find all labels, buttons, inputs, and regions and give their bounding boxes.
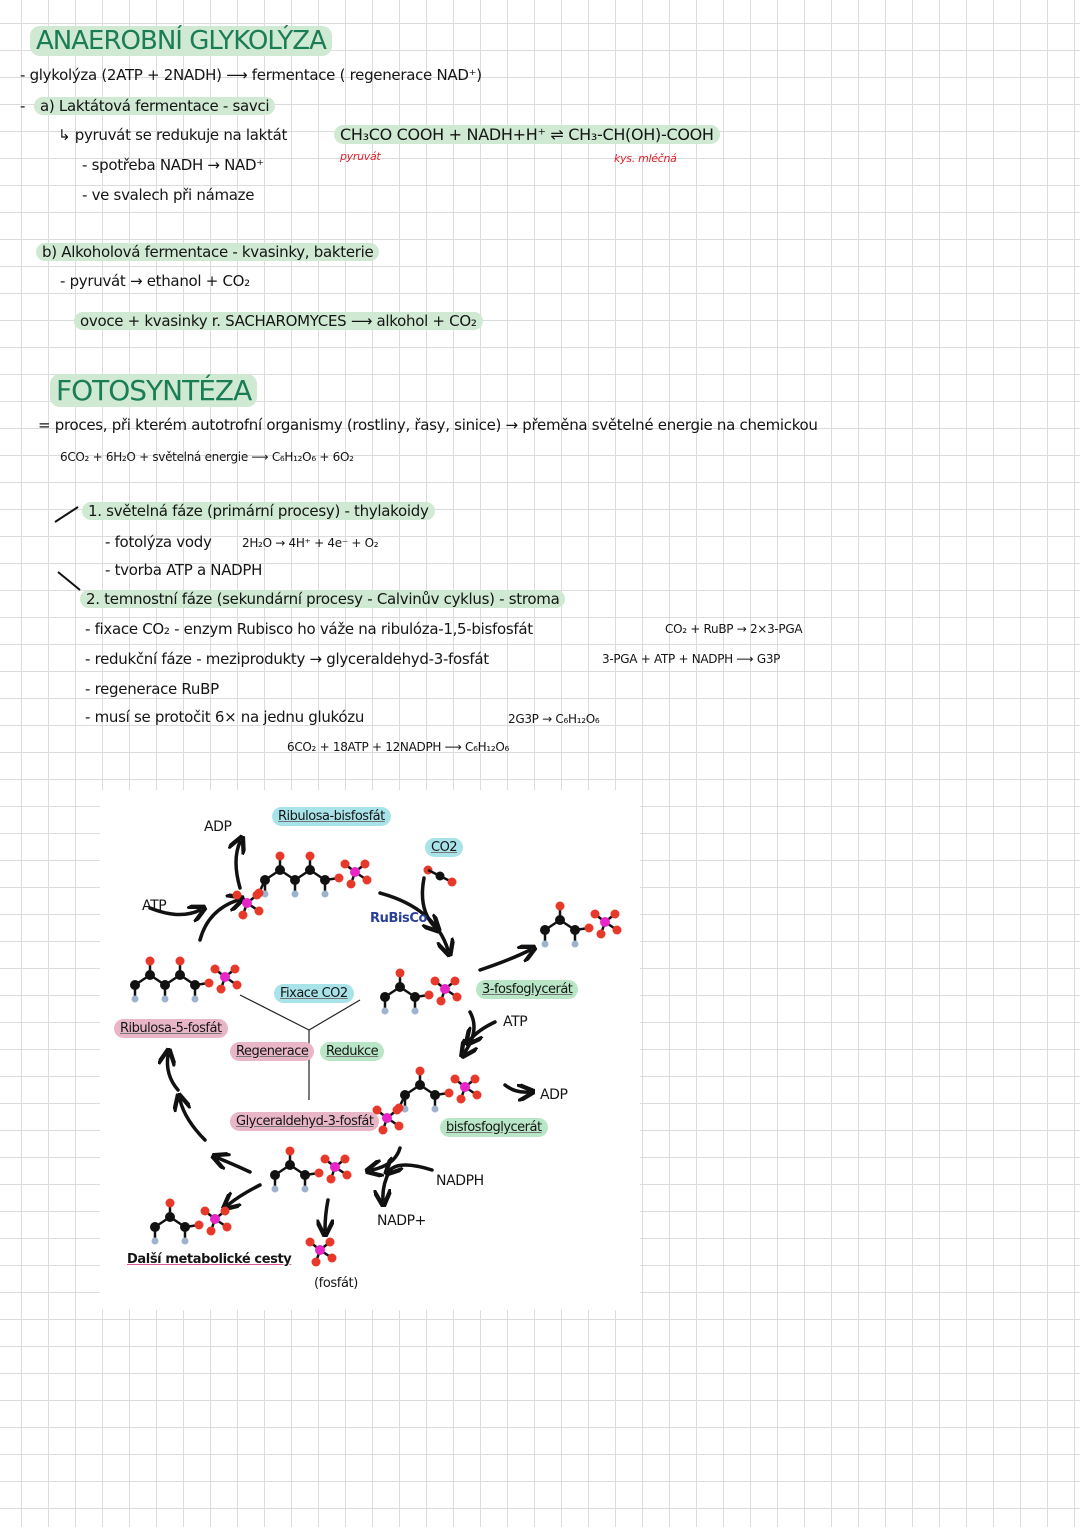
reaction-arrow bbox=[390, 1165, 432, 1170]
oxygen-atom bbox=[453, 993, 462, 1002]
oxygen-atom bbox=[239, 911, 248, 920]
oxygen-atom bbox=[326, 1238, 335, 1247]
hydrogen-atom bbox=[182, 1238, 189, 1245]
hydrogen-atom bbox=[192, 996, 199, 1003]
oxygen-atom bbox=[217, 985, 226, 994]
oxygen-atom bbox=[276, 852, 285, 861]
hydrogen-atom bbox=[382, 1008, 389, 1015]
hydrogen-atom bbox=[572, 941, 579, 948]
oxygen-atom bbox=[231, 965, 240, 974]
phosphorus-atom bbox=[220, 972, 230, 982]
glucose-equation: 2G3P → C₆H₁₂O₆ bbox=[508, 712, 600, 726]
oxygen-atom bbox=[416, 1067, 425, 1076]
hydrogen-atom bbox=[152, 1238, 159, 1245]
hydrogen-atom bbox=[302, 1186, 309, 1193]
pyruvate-label: pyruvát bbox=[340, 150, 381, 163]
reaction-arrow bbox=[180, 1100, 205, 1140]
hydrogen-atom bbox=[412, 1008, 419, 1015]
phosphorus-atom bbox=[330, 1162, 340, 1172]
oxygen-atom bbox=[341, 1155, 350, 1164]
hydrogen-atom bbox=[272, 1186, 279, 1193]
phosphorus-atom bbox=[460, 1082, 470, 1092]
alcohol-heading: b) Alkoholová fermentace - kvasinky, bakterie bbox=[36, 243, 379, 261]
oxygen-atom bbox=[211, 965, 220, 974]
nadph-label: NADPH bbox=[436, 1173, 484, 1189]
carbon-atom bbox=[436, 872, 445, 881]
bisfosfoglycerat-label: bisfosfoglycerát bbox=[440, 1118, 548, 1137]
reaction-arrow bbox=[480, 950, 530, 970]
fixace-label: Fixace CO2 bbox=[274, 984, 354, 1003]
atp-right-label: ATP bbox=[503, 1014, 528, 1030]
oxygen-atom bbox=[233, 981, 242, 990]
dalsi-cesty-label: Další metabolické cesty bbox=[127, 1252, 292, 1267]
atp-nadph-point: - tvorba ATP a NADPH bbox=[105, 561, 263, 579]
hydrogen-atom bbox=[322, 891, 329, 898]
phosphorus-atom bbox=[315, 1245, 325, 1255]
oxygen-atom bbox=[195, 1221, 204, 1230]
oxygen-atom bbox=[233, 891, 242, 900]
alcohol-point-1: - pyruvát → ethanol + CO₂ bbox=[60, 272, 250, 290]
reaction-arrow bbox=[465, 1012, 474, 1052]
oxygen-atom bbox=[396, 969, 405, 978]
adp-top-label: ADP bbox=[204, 819, 232, 835]
oxygen-atom bbox=[306, 1238, 315, 1247]
reduction-equation: 3-PGA + ATP + NADPH ⟶ G3P bbox=[602, 652, 781, 666]
ribulosa-bisfosfat-label: Ribulosa-bisfosfát bbox=[272, 807, 391, 826]
oxygen-atom bbox=[306, 852, 315, 861]
hydrogen-atom bbox=[292, 891, 299, 898]
oxygen-atom bbox=[431, 977, 440, 986]
glycolysis-line: - glykolýza (2ATP + 2NADH) ⟶ fermentace ( regenerace NAD⁺) bbox=[20, 66, 482, 84]
oxygen-atom bbox=[328, 1254, 337, 1263]
oxygen-atom bbox=[363, 876, 372, 885]
glyceraldehyd-label: Glyceraldehyd-3-fosfát bbox=[230, 1112, 379, 1131]
rubisco-label: RuBisCo bbox=[370, 911, 428, 926]
oxygen-atom bbox=[473, 1091, 482, 1100]
hydrogen-atom bbox=[132, 996, 139, 1003]
oxygen-atom bbox=[286, 1147, 295, 1156]
reaction-arrow bbox=[325, 1200, 328, 1230]
reaction-arrow bbox=[228, 1185, 260, 1205]
phosphorus-atom bbox=[242, 898, 252, 908]
oxygen-atom bbox=[315, 1169, 324, 1178]
hydrogen-atom bbox=[162, 996, 169, 1003]
oxygen-atom bbox=[591, 910, 600, 919]
oxygen-atom bbox=[471, 1075, 480, 1084]
oxygen-atom bbox=[448, 878, 457, 887]
reduction-point: - redukční fáze - meziprodukty → glyceraldehyd-3-fosfát bbox=[85, 650, 489, 668]
reaction-arrow bbox=[505, 1085, 528, 1092]
oxygen-atom bbox=[611, 910, 620, 919]
oxygen-atom bbox=[425, 991, 434, 1000]
regenerace-label: Regenerace bbox=[230, 1042, 314, 1061]
phosphorus-atom bbox=[210, 1214, 220, 1224]
photolysis-point: - fotolýza vody bbox=[105, 533, 212, 551]
oxygen-atom bbox=[255, 907, 264, 916]
oxygen-atom bbox=[343, 1171, 352, 1180]
hydrogen-atom bbox=[432, 1106, 439, 1113]
co2-label: CO2 bbox=[425, 838, 463, 857]
lactic-point-2: - spotřeba NADH → NAD⁺ bbox=[82, 156, 264, 174]
oxygen-atom bbox=[221, 1207, 230, 1216]
reaction-arrow bbox=[236, 842, 240, 888]
oxygen-atom bbox=[451, 1075, 460, 1084]
alcohol-equation: ovoce + kvasinky r. SACHAROMYCES ⟶ alkohol + CO₂ bbox=[74, 312, 483, 330]
lactic-point-1: ↳ pyruvát se redukuje na laktát bbox=[58, 126, 288, 144]
oxygen-atom bbox=[327, 1175, 336, 1184]
oxygen-atom bbox=[347, 880, 356, 889]
oxygen-atom bbox=[253, 891, 262, 900]
reaction-arrow bbox=[200, 900, 238, 940]
phosphorus-atom bbox=[382, 1113, 392, 1123]
dark-phase-heading: 2. temnostní fáze (sekundární procesy - Calvinův cyklus) - stroma bbox=[80, 590, 565, 608]
reaction-arrow bbox=[167, 1055, 178, 1090]
atp-left-label: ATP bbox=[142, 898, 167, 914]
oxygen-atom bbox=[451, 977, 460, 986]
oxygen-atom bbox=[361, 860, 370, 869]
oxygen-atom bbox=[176, 957, 185, 966]
oxygen-atom bbox=[166, 1199, 175, 1208]
oxygen-atom bbox=[457, 1095, 466, 1104]
oxygen-atom bbox=[321, 1155, 330, 1164]
oxygen-atom bbox=[335, 874, 344, 883]
oxygen-atom bbox=[597, 930, 606, 939]
bullet-dash: - bbox=[20, 97, 26, 115]
oxygen-atom bbox=[393, 1106, 402, 1115]
oxygen-atom bbox=[445, 1089, 454, 1098]
oxygen-atom bbox=[379, 1126, 388, 1135]
lactic-point-3: - ve svalech při námaze bbox=[82, 186, 255, 204]
anaerobic-title: ANAEROBNÍ GLYKOLÝZA bbox=[30, 26, 332, 56]
oxygen-atom bbox=[146, 957, 155, 966]
photosynthesis-title: FOTOSYNTÉZA bbox=[50, 374, 257, 407]
oxygen-atom bbox=[585, 924, 594, 933]
oxygen-atom bbox=[437, 997, 446, 1006]
oxygen-atom bbox=[205, 979, 214, 988]
redukce-label: Redukce bbox=[320, 1042, 384, 1061]
photolysis-equation: 2H₂O → 4H⁺ + 4e⁻ + O₂ bbox=[242, 536, 379, 550]
phosphorus-atom bbox=[440, 984, 450, 994]
oxygen-atom bbox=[207, 1227, 216, 1236]
adp-right-label: ADP bbox=[540, 1087, 568, 1103]
oxygen-atom bbox=[341, 860, 350, 869]
summary-equation: 6CO₂ + 18ATP + 12NADPH ⟶ C₆H₁₂O₆ bbox=[287, 740, 510, 754]
phosphorus-atom bbox=[600, 917, 610, 927]
phosphorus-atom bbox=[350, 867, 360, 877]
oxygen-atom bbox=[201, 1207, 210, 1216]
oxygen-atom bbox=[312, 1258, 321, 1267]
fosfat-label: (fosfát) bbox=[314, 1276, 358, 1291]
cycles-point: - musí se protočit 6× na jednu glukózu bbox=[85, 708, 365, 726]
nadp-label: NADP+ bbox=[377, 1213, 427, 1229]
reaction-arrow bbox=[218, 1158, 250, 1172]
lactic-equation: CH₃CO COOH + NADH+H⁺ ⇌ CH₃-CH(OH)-COOH bbox=[334, 125, 720, 144]
photosynthesis-equation: 6CO₂ + 6H₂O + světelná energie ⟶ C₆H₁₂O₆ + 6O₂ bbox=[60, 450, 354, 464]
hydrogen-atom bbox=[542, 941, 549, 948]
oxygen-atom bbox=[556, 902, 565, 911]
lactic-acid-label: kys. mléčná bbox=[614, 152, 677, 165]
oxygen-atom bbox=[395, 1122, 404, 1131]
ribulosa-5-fosfat-label: Ribulosa-5-fosfát bbox=[114, 1019, 228, 1038]
fosfoglycerat-label: 3-fosfoglycerát bbox=[476, 980, 578, 999]
light-phase-heading: 1. světelná fáze (primární procesy) - thylakoidy bbox=[82, 502, 435, 520]
reaction-arrow bbox=[383, 1170, 390, 1200]
photosynthesis-definition: = proces, při kterém autotrofní organismy (rostliny, řasy, sinice) → přeměna světelné energie na chemickou bbox=[38, 416, 818, 434]
oxygen-atom bbox=[613, 926, 622, 935]
regeneration-point: - regenerace RuBP bbox=[85, 680, 219, 698]
calvin-cycle-diagram bbox=[100, 790, 640, 1310]
fixation-point: - fixace CO₂ - enzym Rubisco ho váže na ribulóza-1,5-bisfosfát bbox=[85, 620, 533, 638]
lactic-heading: a) Laktátová fermentace - savci bbox=[34, 97, 275, 115]
fixation-equation: CO₂ + RuBP → 2×3-PGA bbox=[665, 622, 803, 636]
oxygen-atom bbox=[223, 1223, 232, 1232]
